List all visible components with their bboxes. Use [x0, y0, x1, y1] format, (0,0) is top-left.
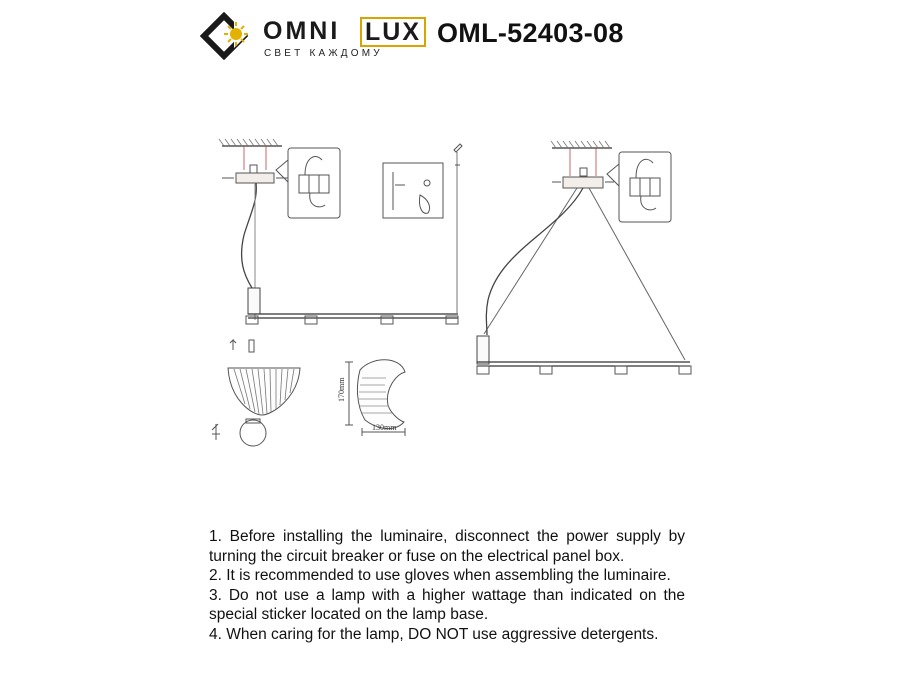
instruction-item: 3. Do not use a lamp with a higher wattage than indicated on the special sticker located on the lamp base. — [209, 586, 685, 623]
suspension-view — [477, 141, 691, 374]
height-dimension-label: 170mm — [337, 377, 346, 402]
instruction-item: 4. When caring for the lamp, DO NOT use aggressive detergents. — [209, 625, 659, 643]
instructions-list — [209, 527, 685, 644]
instruction-item: 2. It is recommended to use gloves when assembling the luminaire. — [209, 567, 671, 584]
side-view-diagram — [219, 139, 462, 324]
width-dimension-label: 130mm — [372, 423, 397, 432]
brand-tagline: СВЕТ КАЖДОМУ — [264, 48, 383, 59]
brand-name-lux: LUX — [360, 17, 426, 47]
brand-name-omni: OMNI — [263, 17, 341, 45]
lamp-head-detail — [212, 340, 300, 446]
model-number: OML-52403-08 — [437, 18, 624, 48]
instruction-item: 1. Before installing the luminaire, disconnect the power supply by turning the circuit breaker or fuse on the electrical panel box. — [209, 528, 685, 565]
